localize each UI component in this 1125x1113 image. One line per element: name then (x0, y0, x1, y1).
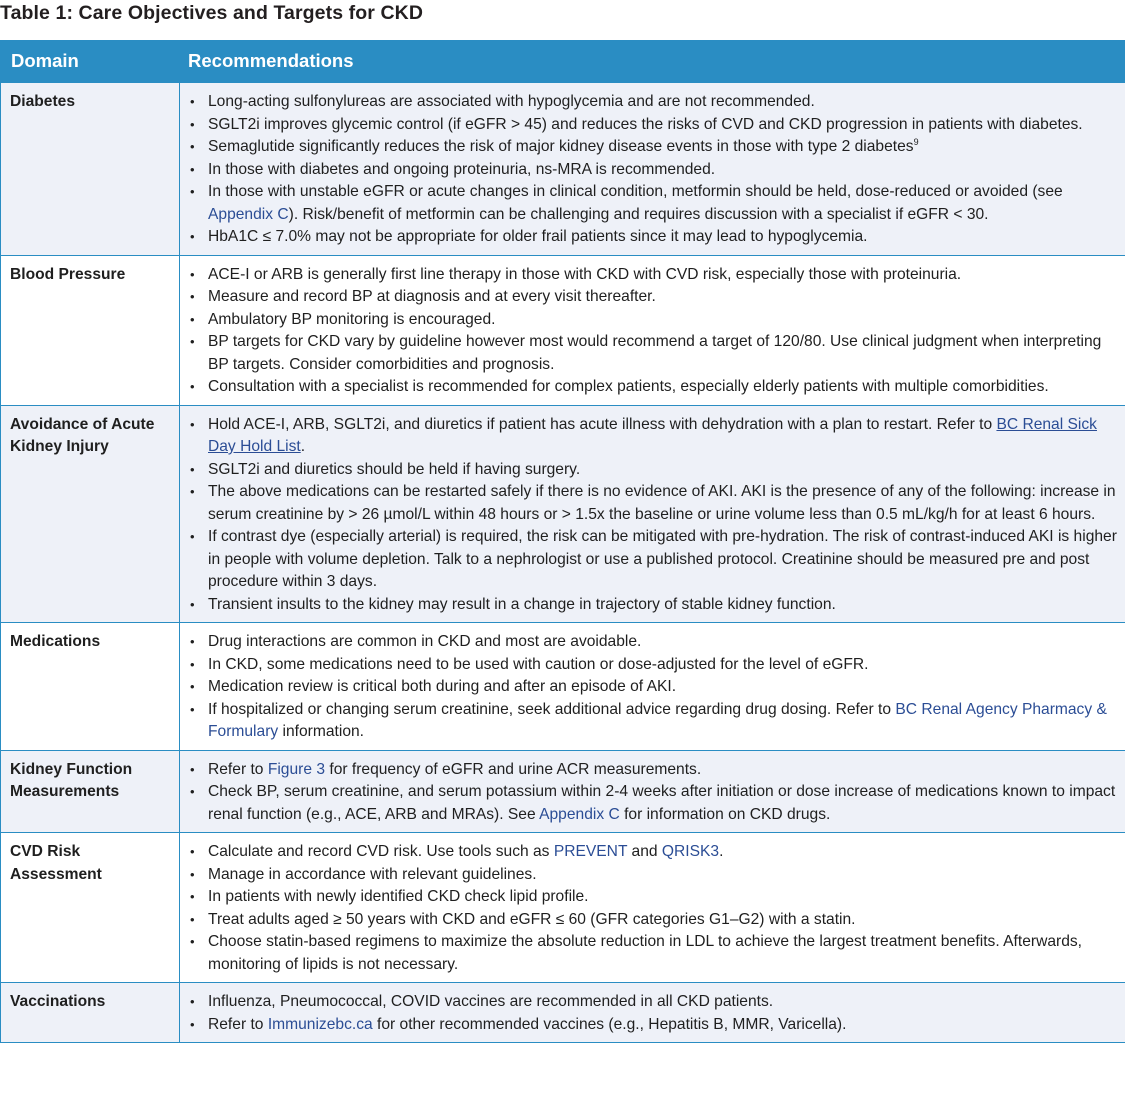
recommendation-item (189, 331, 1119, 376)
recommendation-item (189, 91, 1119, 114)
recommendation-text: Semaglutide significantly reduces the risk of major kidney disease events in those with type 2 diabetes (208, 138, 914, 155)
recommendation-text: for frequency of eGFR and urine ACR measurements. (325, 760, 702, 778)
recommendation-text: . (300, 438, 306, 455)
recommendation-item (189, 931, 1119, 976)
recommendation-text: Check BP, serum creatinine, and serum potassium within 2-4 weeks after initiation or dose increase of medications known to impact renal function (e.g., ACE, ARB and MRAs). See (208, 783, 1116, 823)
table-row (1, 83, 1125, 256)
recommendation-text: Influenza, Pneumococcal, COVID vaccines are recommended in all CKD patients. (208, 993, 774, 1010)
recommendations-cell (180, 750, 1125, 833)
recommendation-text: and (627, 843, 662, 860)
recommendation-text: Refer to (208, 1015, 268, 1033)
table-row (1, 750, 1125, 833)
recommendation-item (189, 909, 1119, 932)
domain-cell: Medications (1, 623, 180, 751)
recommendation-item (189, 781, 1119, 826)
recommendation-text: Treat adults aged ≥ 50 years with CKD and eGFR ≤ 60 (GFR categories G1–G2) with a statin. (208, 910, 856, 928)
recommendation-text: Long-acting sulfonylureas are associated with hypoglycemia and are not recommended. (208, 93, 815, 110)
reference-link[interactable]: PREVENT (553, 843, 628, 860)
recommendation-list (189, 759, 1119, 827)
recommendation-item (189, 841, 1119, 864)
recommendation-text: In CKD, some medications need to be used with caution or dose-adjusted for the level of eGFR. (208, 655, 869, 673)
recommendation-text: Choose statin-based regimens to maximize the absolute reduction in LDL to achieve the largest treatment benefits. Afterwards, monitoring of lipids is not necessary. (208, 933, 1083, 973)
recommendation-text: . (719, 843, 724, 860)
table-header-row (1, 41, 1125, 83)
recommendations-cell (180, 623, 1125, 751)
recommendation-list (189, 414, 1119, 617)
recommendation-item (189, 481, 1119, 526)
table-row (1, 255, 1125, 405)
recommendation-text: HbA1C ≤ 7.0% may not be appropriate for older frail patients since it may lead to hypoglycemia. (208, 228, 868, 245)
recommendation-item (189, 181, 1119, 226)
recommendation-item (189, 759, 1119, 782)
recommendation-text: Refer to (208, 760, 268, 778)
recommendation-text: Hold ACE-I, ARB, SGLT2i, and diuretics if patient has acute illness with dehydration with a plan to restart. Refer to (208, 415, 997, 433)
reference-link[interactable]: QRISK3 (661, 843, 720, 860)
recommendation-item (189, 526, 1119, 594)
recommendation-item (189, 159, 1119, 182)
recommendation-text: SGLT2i improves glycemic control (if eGFR > 45) and reduces the risks of CVD and CKD progression in patients with diabetes. (208, 115, 1083, 133)
recommendation-text: In those with unstable eGFR or acute changes in clinical condition, metformin should be held, dose-reduced or avoided (see (208, 183, 1063, 200)
recommendation-text: Ambulatory BP monitoring is encouraged. (208, 310, 496, 328)
recommendation-text: Measure and record BP at diagnosis and at every visit thereafter. (208, 288, 656, 305)
recommendation-item (189, 654, 1119, 677)
reference-link[interactable]: Immunizebc.ca (267, 1015, 373, 1033)
recommendation-item (189, 631, 1119, 654)
recommendations-cell (180, 255, 1125, 405)
reference-link[interactable]: Figure 3 (267, 760, 326, 778)
care-objectives-table (0, 40, 1125, 1043)
recommendations-cell (180, 83, 1125, 256)
recommendation-item (189, 414, 1119, 459)
recommendation-text: for information on CKD drugs. (619, 805, 831, 823)
recommendation-text: SGLT2i and diuretics should be held if having surgery. (208, 460, 581, 478)
table-row (1, 623, 1125, 751)
recommendation-text: Medication review is critical both during and after an episode of AKI. (208, 678, 677, 695)
recommendation-text: ). Risk/benefit of metformin can be challenging and requires discussion with a specialist if eGFR < 30. (288, 205, 989, 223)
table-row (1, 405, 1125, 623)
reference-link[interactable]: BC Renal Agency Pharmacy & Formulary (208, 700, 1107, 740)
recommendation-item (189, 594, 1119, 617)
recommendation-item (189, 991, 1119, 1014)
domain-cell: Vaccinations (1, 983, 180, 1043)
recommendation-item (189, 676, 1119, 699)
table-body (1, 83, 1125, 1043)
recommendation-list (189, 991, 1119, 1036)
recommendation-item (189, 309, 1119, 332)
recommendation-item (189, 864, 1119, 887)
recommendation-text: In patients with newly identified CKD check lipid profile. (208, 888, 589, 905)
recommendation-item (189, 459, 1119, 482)
domain-cell: Kidney Function Measurements (1, 750, 180, 833)
recommendation-item (189, 376, 1119, 399)
recommendation-item (189, 226, 1119, 249)
domain-cell: Diabetes (1, 83, 180, 256)
recommendation-text: If contrast dye (especially arterial) is required, the risk can be mitigated with pre-hydration. The risk of contrast-induced AKI is higher in people with volume depletion. Talk to a nephrologist or use a published protocol. Creatinine should be measured pre and post procedure within 3 days. (208, 528, 1117, 590)
header-domain: Domain (1, 41, 180, 83)
recommendations-cell (180, 405, 1125, 623)
domain-cell: Avoidance of Acute Kidney Injury (1, 405, 180, 623)
recommendation-list (189, 631, 1119, 744)
recommendation-list (189, 264, 1119, 399)
recommendation-text: Consultation with a specialist is recommended for complex patients, especially elderly patients with multiple comorbidities. (208, 378, 1049, 395)
footnote-reference: 9 (913, 136, 919, 147)
recommendation-text: for other recommended vaccines (e.g., Hepatitis B, MMR, Varicella). (372, 1015, 847, 1033)
recommendation-text: Transient insults to the kidney may result in a change in trajectory of stable kidney function. (208, 595, 836, 613)
recommendations-cell (180, 833, 1125, 983)
recommendations-cell (180, 983, 1125, 1043)
recommendation-text: In those with diabetes and ongoing proteinuria, ns-MRA is recommended. (208, 160, 716, 178)
table-row (1, 983, 1125, 1043)
recommendation-item (189, 286, 1119, 309)
recommendation-list (189, 841, 1119, 976)
recommendation-item (189, 136, 1119, 159)
header-recommendations: Recommendations (180, 41, 1125, 83)
recommendation-text: ACE-I or ARB is generally first line therapy in those with CKD with CVD risk, especially those with proteinuria. (208, 265, 962, 283)
recommendation-item (189, 699, 1119, 744)
recommendation-text: BP targets for CKD vary by guideline however most would recommend a target of 120/80. Use clinical judgment when interpreting BP targets. Consider comorbidities and prognosis. (208, 333, 1102, 373)
reference-link[interactable]: BC Renal Sick Day Hold List (208, 415, 1097, 455)
recommendation-item (189, 1014, 1119, 1037)
table-title: Table 1: Care Objectives and Targets for CKD (0, 2, 424, 24)
domain-cell: Blood Pressure (1, 255, 180, 405)
recommendation-text: Drug interactions are common in CKD and most are avoidable. (208, 633, 642, 650)
recommendation-item (189, 264, 1119, 287)
recommendation-item (189, 114, 1119, 137)
recommendation-item (189, 886, 1119, 909)
recommendation-text: The above medications can be restarted safely if there is no evidence of AKI. AKI is the presence of any of the following: increase in serum creatinine by > 26 µmol/L within 48 hours or > 1.5x the baseline or urine volume less than 0.5 mL/kg/h for at least 6 hours. (208, 483, 1116, 523)
recommendation-text: information. (278, 723, 364, 740)
reference-link[interactable]: Appendix C (208, 205, 289, 223)
table-row (1, 833, 1125, 983)
recommendation-text: Calculate and record CVD risk. Use tools such as (208, 843, 554, 860)
recommendation-text: Manage in accordance with relevant guidelines. (208, 865, 537, 883)
recommendation-list (189, 91, 1119, 249)
domain-cell: CVD Risk Assessment (1, 833, 180, 983)
recommendation-text: If hospitalized or changing serum creatinine, seek additional advice regarding drug dosing. Refer to (208, 700, 896, 718)
reference-link[interactable]: Appendix C (539, 805, 620, 823)
